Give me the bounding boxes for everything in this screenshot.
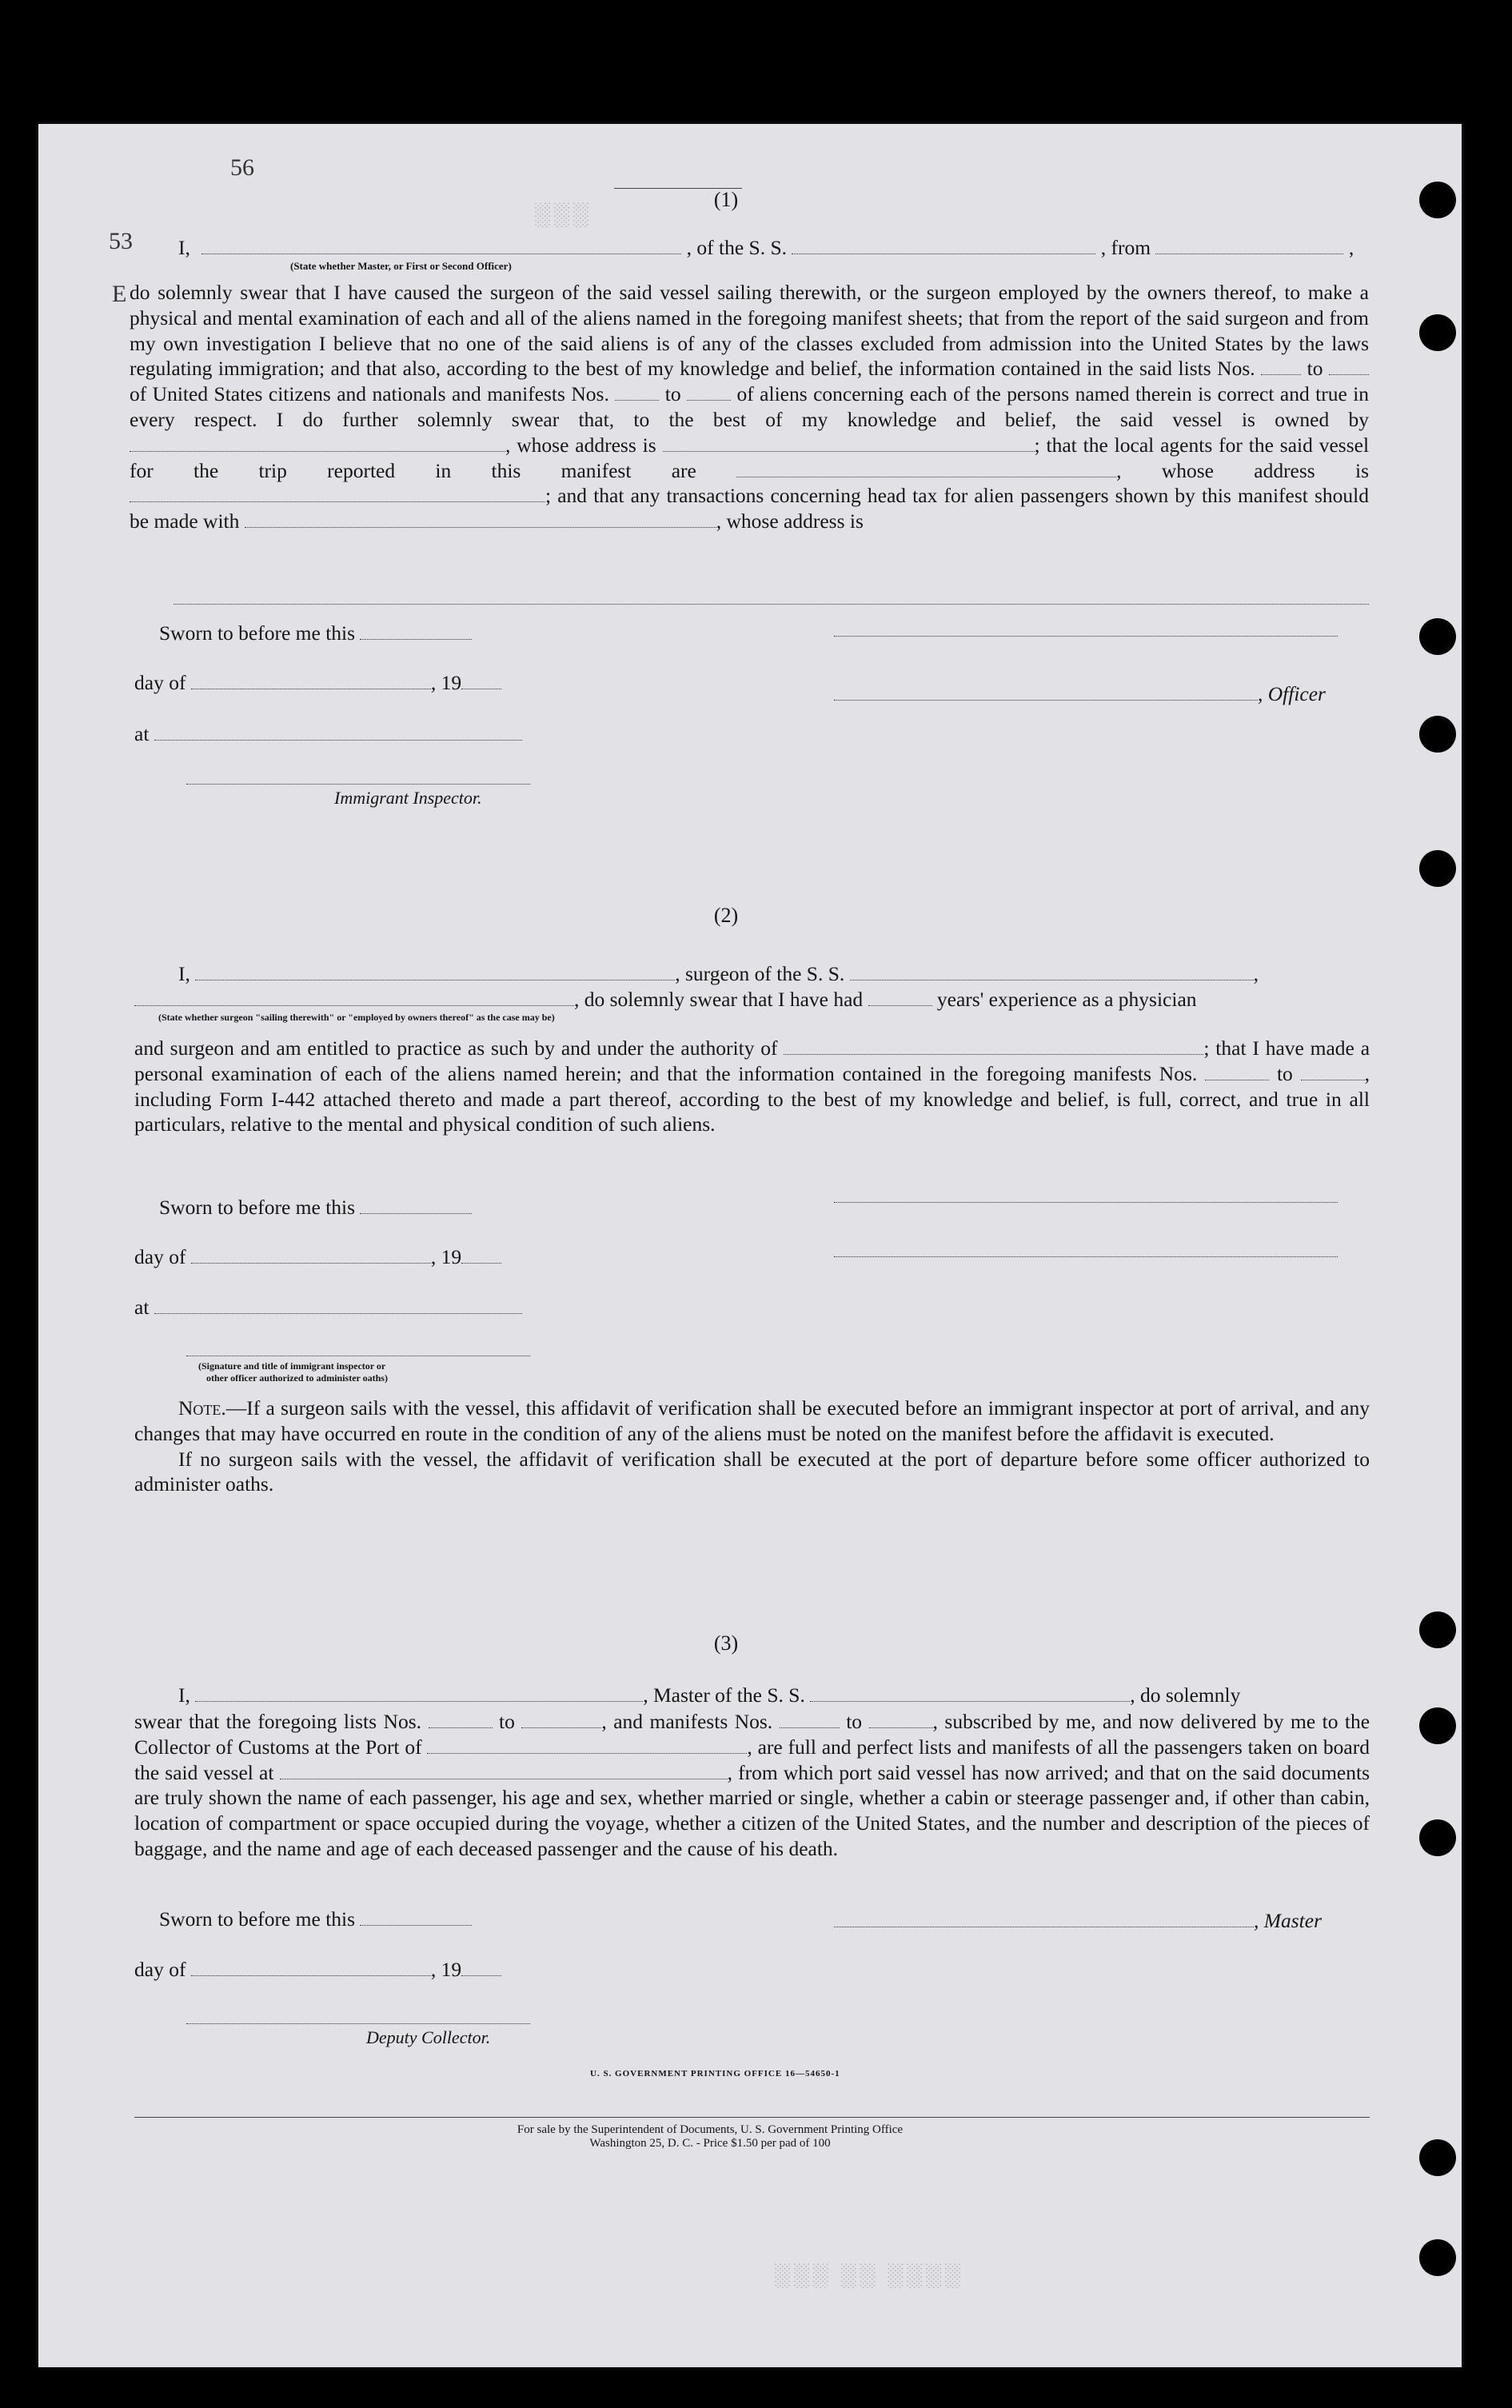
- footer-rule: [134, 2117, 1370, 2118]
- punch-hole: [1419, 2139, 1456, 2176]
- sale-line-2: Washington 25, D. C. - Price $1.50 per pad of 100: [589, 2137, 831, 2150]
- s2-status-field[interactable]: [134, 991, 574, 1006]
- s3-sworn: Sworn to before me this: [159, 1907, 472, 1931]
- s3-lists-to-field[interactable]: [521, 1713, 601, 1728]
- s1-owner-field[interactable]: [130, 437, 505, 452]
- s1-day-of: day of , 19: [134, 671, 501, 695]
- s3-subscribed: , subscribed by me, and now delivered by me to the Collector of Customs at the Port of: [134, 1710, 1370, 1759]
- punch-hole: [1419, 1819, 1456, 1856]
- s1-from-field[interactable]: [1155, 239, 1343, 254]
- s2-note-text: —If a surgeon sails with the vessel, this affidavit of verification shall be executed before an immigrant inspector at port of arrival, and any changes that may have occurred en route in the condition of any of the aliens must be noted on the manifest before the affidavit is executed.: [134, 1396, 1370, 1445]
- manifest-affidavit-page: [38, 124, 1462, 2367]
- s2-manifests-from-field[interactable]: [1205, 1065, 1269, 1080]
- s3-deputy-signature-line[interactable]: [186, 2023, 530, 2024]
- s1-agents-text: that the local agents for the said vessel for the trip reported in this manifest are: [130, 433, 1370, 482]
- s1-to-2: to: [664, 382, 681, 406]
- s3-boarding-port-field[interactable]: [280, 1764, 728, 1779]
- s2-sworn: Sworn to before me this: [159, 1196, 472, 1220]
- s2-note-text-2: If no surgeon sails with the vessel, the affidavit of verification shall be executed at the port of departure before some officer authorized to administer oaths.: [134, 1447, 1370, 1496]
- s3-master-signature-field[interactable]: [834, 1912, 1254, 1927]
- punch-hole: [1419, 716, 1456, 753]
- s2-paragraph-a: and surgeon and am entitled to practice as such by and under the authority of: [134, 1036, 778, 1060]
- s3-manifests-to-field[interactable]: [869, 1713, 933, 1728]
- s2-sig-caption-2: other officer authorized to administer oaths): [206, 1372, 388, 1384]
- s3-day-of: day of , 19: [134, 1958, 501, 1982]
- s2-years-field[interactable]: [868, 991, 932, 1006]
- s1-manifests-from-field[interactable]: [615, 385, 659, 401]
- s2-second-line: , do solemnly swear that I have had years' experience as a physician: [134, 988, 1197, 1012]
- bleed-through-stamp: ░░░ ░░ ░░░░: [774, 2263, 963, 2288]
- s3-are-full: , are full and perfect lists and manifests of all the passengers taken on board the said vessel at: [134, 1735, 1370, 1784]
- punch-hole: [1419, 618, 1456, 655]
- s3-lists-from-field[interactable]: [429, 1713, 493, 1728]
- s1-officer-line: , Officer: [834, 682, 1326, 706]
- punch-hole: [1419, 1611, 1456, 1648]
- s1-transactions: ; and that any transactions concerning head tax for alien passengers shown by this manifest should be made with: [130, 484, 1369, 533]
- bleed-through-stamp: ░░░: [534, 202, 592, 227]
- s1-of-us: of United States citizens and nationals and manifests Nos.: [130, 382, 609, 406]
- s2-manifests-to-field[interactable]: [1301, 1065, 1365, 1080]
- s1-officer-signature-field[interactable]: [834, 685, 1258, 701]
- s3-from-which: , from which port said vessel has now arrived; and that on the said documents are truly shown the name of each passenger, his age and sex, whether married or single, whether a cabin or steerage passenger and, if other than cabin, location of compartment or space occupied during the voyage, whether a citizen of the United States, and the number and description of the pieces of baggage, and the name and age of each deceased passenger and the cause of his death.: [134, 1760, 1370, 1860]
- s1-sworn-field[interactable]: [360, 625, 472, 640]
- s2-paragraph-b: that I have made a personal examination of each of the aliens named herein; and that the information contained in the foregoing manifests Nos.: [134, 1036, 1370, 1085]
- section-1-body: [130, 280, 1369, 534]
- s3-deputy-label: Deputy Collector.: [366, 2027, 491, 2047]
- s3-sworn-field[interactable]: [360, 1911, 472, 1926]
- s1-semicolon: ;: [1034, 433, 1040, 457]
- s1-first-line: [178, 236, 1374, 260]
- s2-at-field[interactable]: [154, 1299, 522, 1314]
- s3-swear: swear that the foregoing lists Nos.: [134, 1710, 421, 1733]
- s1-from: , from: [1100, 236, 1151, 259]
- s3-to-1: to: [499, 1710, 515, 1733]
- s1-comma-2: ,: [1116, 458, 1122, 482]
- punch-hole: [1419, 314, 1456, 351]
- s2-at: at: [134, 1296, 522, 1320]
- s3-ship-field[interactable]: [810, 1687, 1130, 1702]
- s3-master-line: , Master: [834, 1909, 1322, 1933]
- margin-number-top: 56: [230, 154, 254, 181]
- s1-headtax-agent-field[interactable]: [245, 513, 716, 528]
- s1-at-field[interactable]: [154, 725, 522, 741]
- s3-port-field[interactable]: [427, 1739, 747, 1754]
- s1-lists-from-field[interactable]: [1261, 360, 1301, 375]
- s1-i: I,: [178, 236, 190, 259]
- s1-at: at: [134, 722, 522, 746]
- s1-officer-field[interactable]: [201, 239, 681, 254]
- s1-day-field[interactable]: [191, 674, 431, 689]
- s2-semicolon: ;: [1203, 1036, 1210, 1060]
- s1-officer-caption: (State whether Master, or First or Second Officer): [290, 260, 512, 272]
- s1-lists-to-field[interactable]: [1329, 360, 1369, 375]
- s1-whose-address-2: whose address is: [1161, 458, 1370, 482]
- punch-hole: [1419, 2239, 1456, 2276]
- sale-notice: [438, 2123, 982, 2150]
- s3-to-2: to: [846, 1710, 863, 1733]
- s3-year-field[interactable]: [461, 1961, 501, 1976]
- s2-surgeon-signature-top[interactable]: [834, 1202, 1338, 1203]
- s3-manifests-from-field[interactable]: [780, 1713, 840, 1728]
- s1-inspector-signature-line[interactable]: [186, 784, 530, 785]
- s1-inspector-label: Immigrant Inspector.: [334, 788, 482, 808]
- s3-master-name-field[interactable]: [195, 1687, 643, 1702]
- s1-owner-address-field[interactable]: [663, 437, 1035, 452]
- s1-sworn: Sworn to before me this: [159, 621, 472, 645]
- s2-sworn-field[interactable]: [360, 1199, 472, 1214]
- section-2-number: (2): [713, 904, 739, 927]
- s2-year-field[interactable]: [461, 1248, 501, 1264]
- section-2-note: [134, 1396, 1370, 1497]
- section-1-number: (1): [713, 188, 739, 211]
- s1-to-1: to: [1307, 357, 1323, 381]
- s1-aliens-text: of aliens concerning each of the persons named therein is correct and true in every respect. I do further solemnly swear that, to the best of my knowledge and belief, the said vessel is owned by: [130, 382, 1370, 431]
- s1-agents-address-field[interactable]: [130, 487, 545, 502]
- s1-officer-signature-top[interactable]: [834, 636, 1338, 637]
- s2-status-caption: (State whether surgeon "sailing therewith" or "employed by owners thereof" as the case may be): [158, 1012, 555, 1023]
- s3-and-manifests: , and manifests Nos.: [601, 1710, 773, 1733]
- s2-ship-field[interactable]: [850, 965, 1254, 980]
- section-2-body: [134, 1036, 1370, 1137]
- s1-whose-address-3: , whose address is: [716, 509, 864, 533]
- s1-whose-address: , whose address is: [505, 433, 656, 457]
- s2-first-line: I, , surgeon of the S. S. ,: [178, 962, 1259, 985]
- section-3-number: (3): [713, 1631, 739, 1655]
- margin-mark-left: E: [112, 281, 127, 307]
- s1-agents-field[interactable]: [736, 462, 1116, 477]
- punch-hole: [1419, 182, 1456, 218]
- s3-first-line: I, , Master of the S. S. , do solemnly: [178, 1683, 1241, 1707]
- s2-sig-caption-1: (Signature and title of immigrant inspector or: [198, 1360, 386, 1372]
- s2-surgeon-signature-line[interactable]: [834, 1256, 1338, 1257]
- section-3-body: [134, 1709, 1370, 1862]
- s1-year-field[interactable]: [461, 674, 501, 689]
- s2-day-of: day of , 19: [134, 1245, 501, 1269]
- punch-hole: [1419, 850, 1456, 887]
- margin-number-left: 53: [109, 228, 133, 254]
- s2-surgeon-name-field[interactable]: [195, 965, 675, 980]
- s1-comma: ,: [1348, 236, 1354, 259]
- s2-to: to: [1276, 1061, 1293, 1085]
- s1-paragraph-a: do solemnly swear that I have caused the surgeon of the said vessel sailing therewith, or the surgeon employed by the owners thereof, to make a physical and mental examination of each and all of the aliens named in the foregoing manifest sheets; that from the report of the said surgeon and from my own investigation I believe that no one of the said aliens is of any of the classes excluded from admission into the United States by the laws regulating immigration; and that also, according to the best of my knowledge and belief, the information contained in the said lists Nos.: [130, 281, 1369, 381]
- s2-authority-field[interactable]: [784, 1040, 1203, 1055]
- s3-day-field[interactable]: [191, 1961, 431, 1976]
- s1-manifests-to-field[interactable]: [687, 385, 731, 401]
- s2-note-label: Note.: [178, 1396, 226, 1420]
- s1-headtax-address-field[interactable]: [174, 604, 1369, 605]
- section-1-rule: [614, 188, 742, 189]
- sale-line-1: For sale by the Superintendent of Documents, U. S. Government Printing Office: [517, 2123, 904, 2136]
- s2-day-field[interactable]: [191, 1248, 431, 1264]
- s1-ship-field[interactable]: [792, 239, 1095, 254]
- s2-paragraph-c: , including Form I-442 attached thereto and made a part thereof, according to the best of my knowledge and belief, is full, correct, and true in all particulars, relative to the mental and physical condition of such aliens.: [134, 1061, 1370, 1136]
- gpo-imprint: U. S. GOVERNMENT PRINTING OFFICE 16—54650-1: [590, 2069, 840, 2079]
- punch-hole: [1419, 1707, 1456, 1744]
- s1-of-ss: , of the S. S.: [686, 236, 788, 259]
